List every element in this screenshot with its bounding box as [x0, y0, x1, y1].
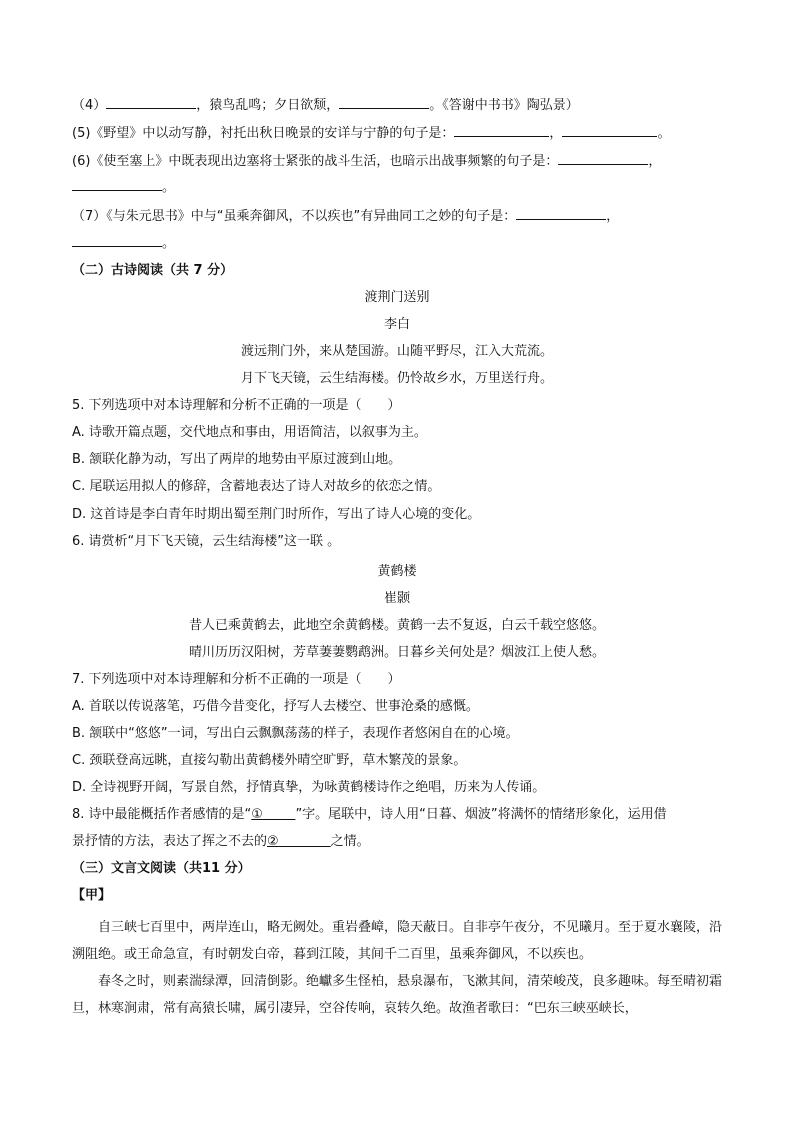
q8-blank-2[interactable]: [267, 834, 331, 849]
separator: ，: [648, 154, 662, 169]
q4-middle-text: ，猿鸟乱鸣；夕日欲颓，: [196, 98, 340, 113]
q8-text: 景抒情的方法，表达了挥之不去的: [72, 834, 268, 849]
poem-author: 崔颢: [383, 591, 410, 606]
passage-paragraph: 春冬之时，则素湍绿潭，回清倒影。绝巘多生怪柏，悬泉瀑布，飞漱其间，清荣峻茂，良多趣味。每至晴初霜旦，林寒涧肃，常有高猿长啸，属引凄异，空谷传响，哀转久绝。故渔者歌曰：“巴东三峡巫峡长，: [72, 974, 723, 1016]
poem-author: 李白: [383, 317, 410, 332]
section-heading: （三）文言文阅读（共11 分）: [72, 861, 251, 876]
separator: ，: [549, 126, 563, 141]
fill-in-q5: [72, 124, 722, 143]
option-b[interactable]: B. 颔联中“悠悠”一词，写出白云飘飘荡荡的样子，表现作者悠闲自在的心境。: [72, 726, 519, 741]
blank-marker: ②: [267, 834, 279, 849]
blank-marker: ①: [251, 807, 263, 822]
end-punct: 。: [162, 236, 176, 251]
end-punct: 。: [162, 180, 176, 195]
question-q8: [72, 806, 722, 824]
option-b[interactable]: B. 颔联化静为动，写出了两岸的地势由平原过渡到山地。: [72, 452, 402, 467]
end-punct: 。: [657, 126, 671, 141]
answer-blank[interactable]: [339, 96, 429, 109]
answer-blank[interactable]: [562, 124, 657, 137]
q8-text: 8. 诗中最能概括作者感情的是“: [72, 807, 252, 822]
option-d[interactable]: D. 这首诗是李白青年时期出蜀至荆门时所作，写出了诗人心境的变化。: [72, 507, 481, 522]
poem-line: 昔人已乘黄鹤去，此地空余黄鹤楼。黄鹤一去不复返，白云千载空悠悠。: [188, 618, 605, 633]
q8-text: ”字。尾联中，诗人用“日暮、烟波”将满怀的情绪形象化，运用借: [295, 807, 667, 822]
answer-blank[interactable]: [454, 124, 549, 137]
answer-blank[interactable]: [106, 96, 196, 109]
q6-stem: (6)《使至塞上》中既表现出边塞将士紧张的战斗生活，也暗示出战事频繁的句子是：: [72, 154, 559, 169]
option-d[interactable]: D. 全诗视野开阔，写景自然，抒情真挚，为咏黄鹤楼诗作之绝唱，历来为人传诵。: [72, 780, 546, 795]
option-c[interactable]: C. 尾联运用拟人的修辞，含蓄地表达了诗人对故乡的依恋之情。: [72, 479, 441, 494]
fill-in-q6: [72, 152, 722, 171]
q7-stem: （7）《与朱元思书》中与“虽乘奔御风，不以疾也”有异曲同工之妙的句子是：: [72, 209, 517, 224]
poem-title: 黄鹤楼: [377, 564, 417, 579]
poem-line: 月下飞天镜，云生结海楼。仍怜故乡水，万里送行舟。: [240, 371, 553, 386]
poem-line: 晴川历历汉阳树，芳草萋萋鹦鹉洲。日暮乡关何处是？烟波江上使人愁。: [188, 645, 605, 660]
poem-line: 渡远荆门外，来从楚国游。山随平野尽，江入大荒流。: [240, 344, 553, 359]
answer-blank[interactable]: [72, 234, 162, 247]
q4-number: （4）: [72, 98, 107, 113]
fill-in-q6-cont: [72, 178, 722, 197]
q8-text: 之情。: [330, 834, 370, 849]
fill-in-q7-cont: [72, 234, 722, 253]
question-q8-cont: [72, 833, 722, 851]
passage-label: 【甲】: [72, 888, 112, 903]
passage-paragraph: 自三峡七百里中，两岸连山，略无阙处。重岩叠嶂，隐天蔽日。自非亭午夜分，不见曦月。至于夏水襄陵，沿溯阻绝。或王命急宣，有时朝发白帝，暮到江陵，其间千二百里，虽乘奔御风，不以疾也。: [72, 920, 723, 962]
fill-in-q4: [72, 96, 722, 115]
option-c[interactable]: C. 颈联登高远眺，直接勾勒出黄鹤楼外晴空旷野，草木繁茂的景象。: [72, 753, 467, 768]
section-heading: （二）古诗阅读（共 7 分）: [72, 263, 234, 278]
question-stem: 6. 请赏析“月下飞天镜，云生结海楼”这一联 。: [72, 534, 341, 549]
question-stem: 7. 下列选项中对本诗理解和分析不正确的一项是（ ）: [72, 672, 401, 687]
question-stem: 5. 下列选项中对本诗理解和分析不正确的一项是（ ）: [72, 398, 401, 413]
option-a[interactable]: A. 首联以传说落笔，巧借今昔变化，抒写人去楼空、世事沧桑的感慨。: [72, 699, 479, 714]
answer-blank[interactable]: [558, 152, 648, 165]
q4-end-text: 。《答谢中书书》陶弘景）: [429, 98, 579, 113]
q8-blank-1[interactable]: [251, 807, 295, 822]
option-a[interactable]: A. 诗歌开篇点题，交代地点和事由，用语简洁，以叙事为主。: [72, 425, 427, 440]
answer-blank[interactable]: [72, 178, 162, 191]
separator: ，: [606, 209, 620, 224]
poem-title: 渡荆门送别: [364, 290, 430, 305]
q5-stem: (5)《野望》中以动写静，衬托出秋日晚景的安详与宁静的句子是：: [72, 126, 455, 141]
answer-blank[interactable]: [516, 207, 606, 220]
fill-in-q7: [72, 207, 722, 226]
